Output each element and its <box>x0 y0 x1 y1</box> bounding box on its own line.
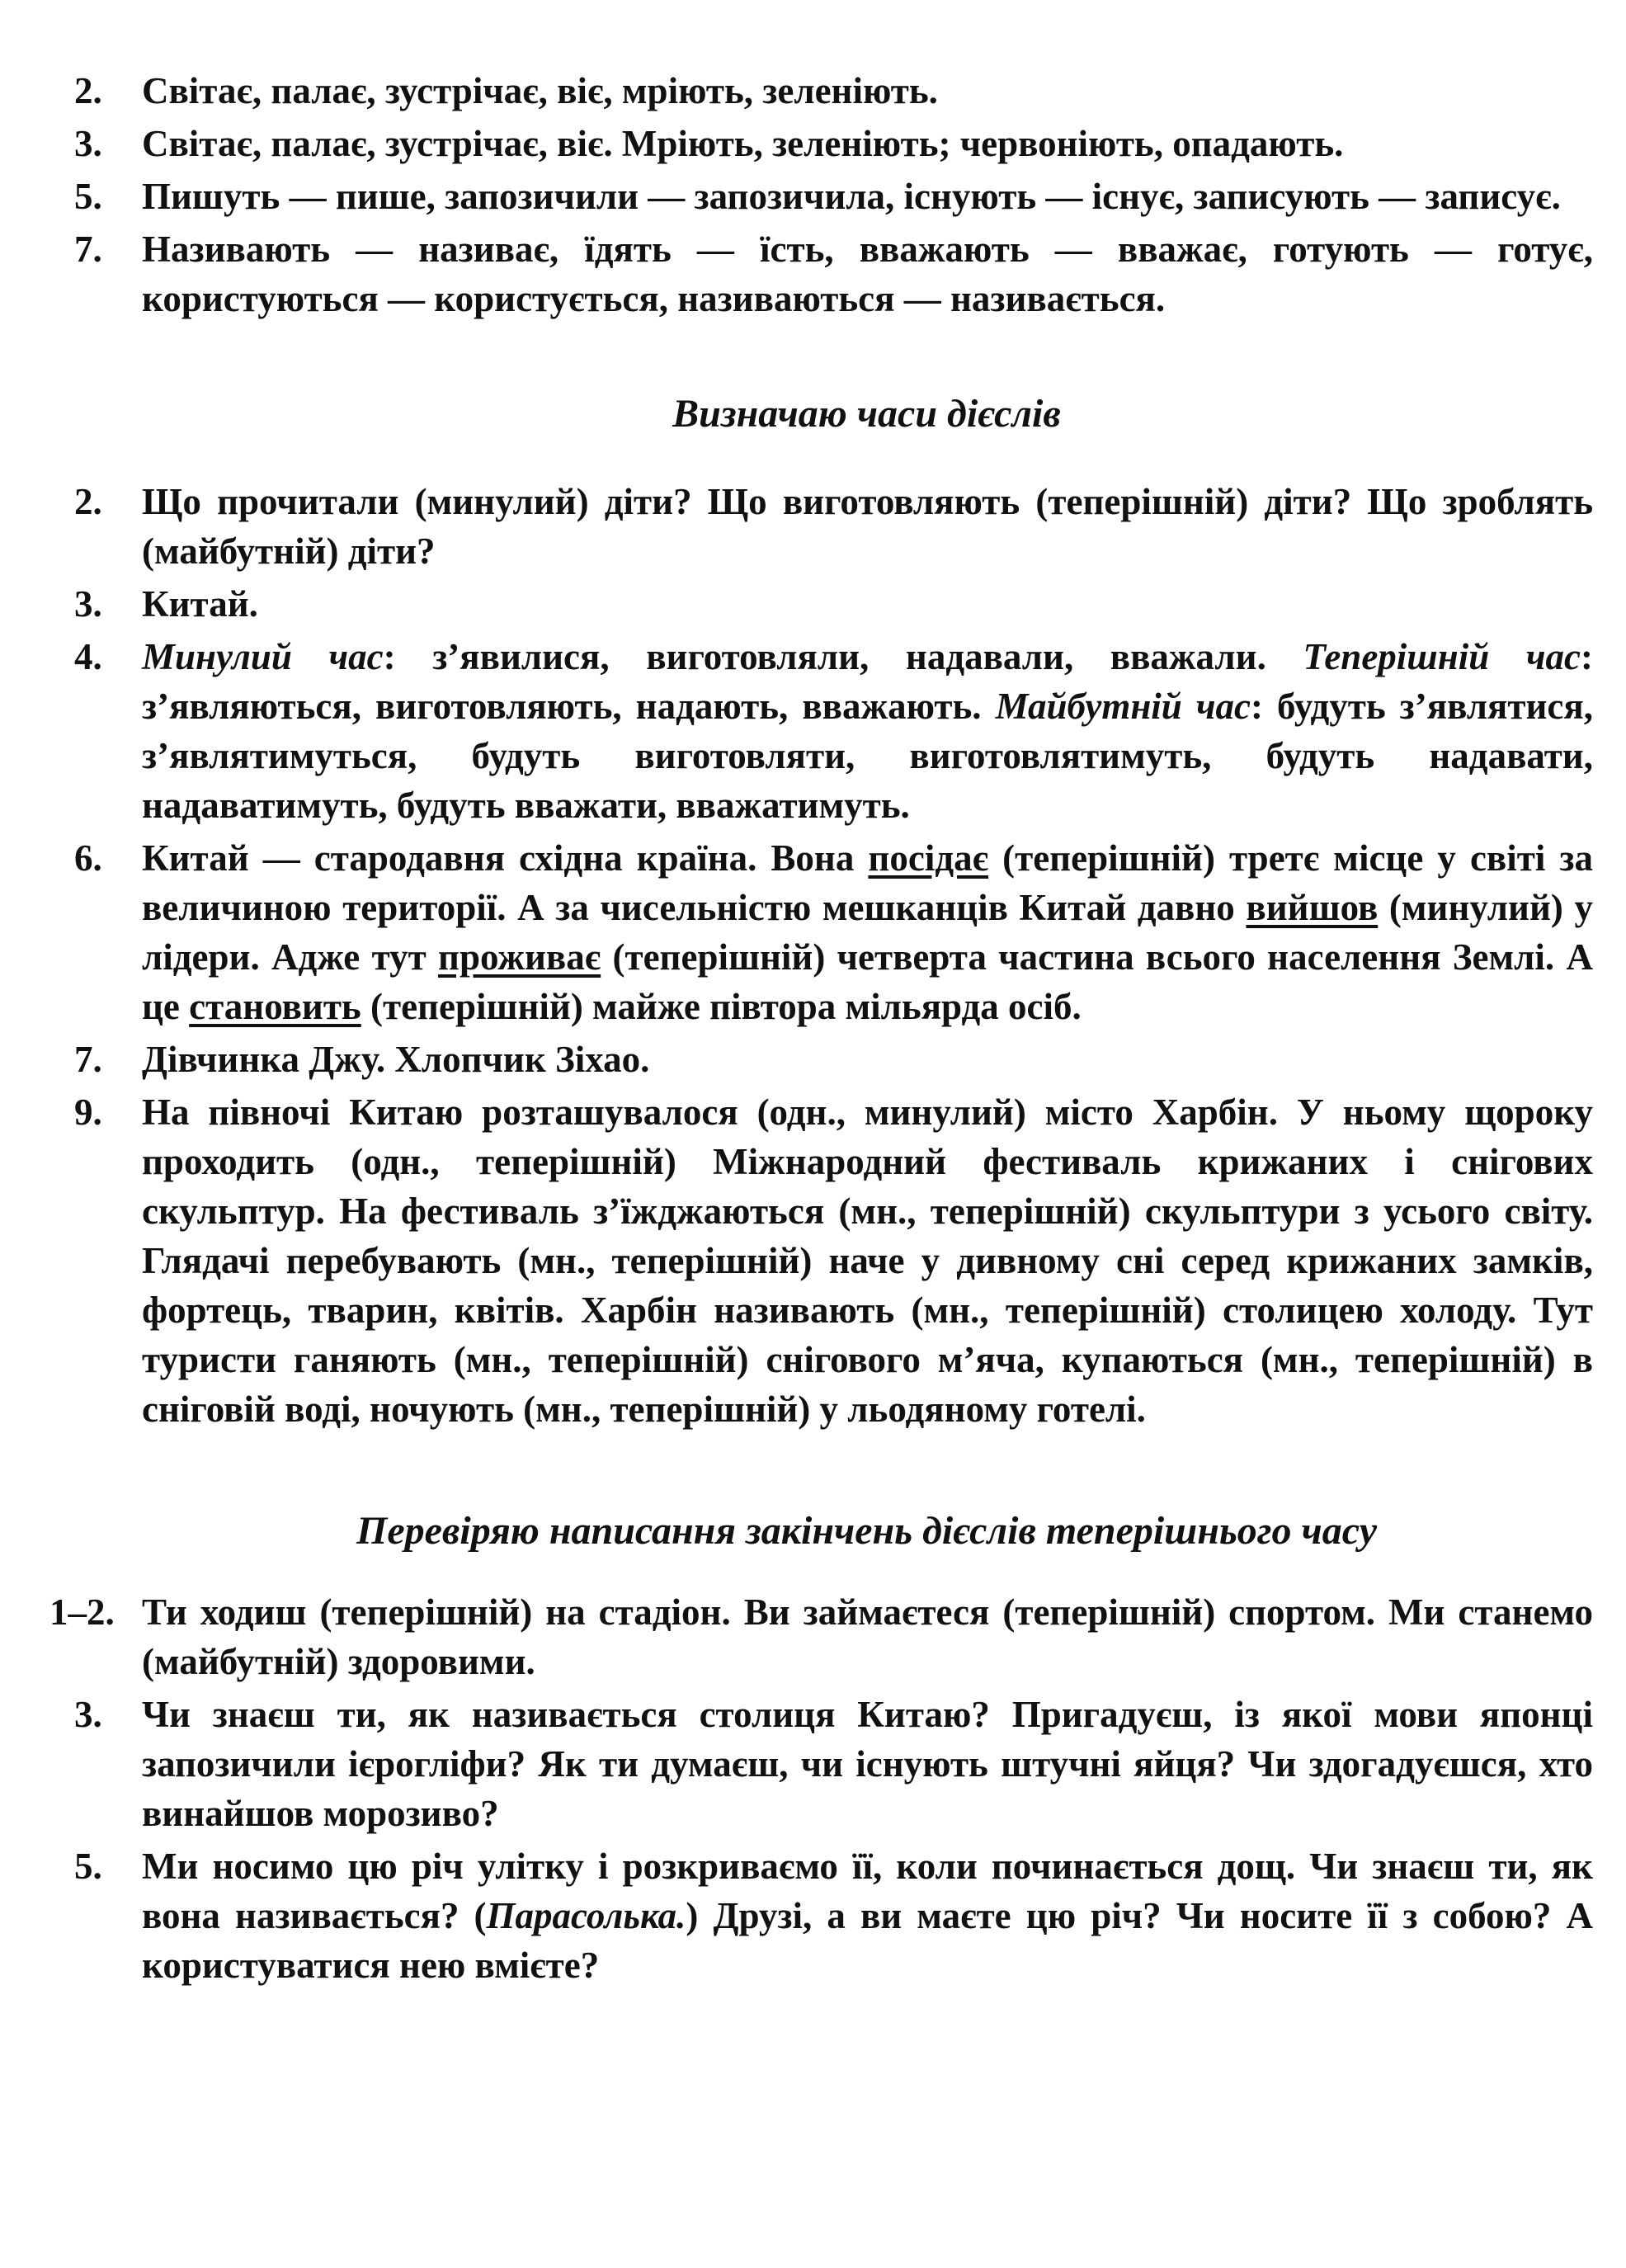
item-text: Китай. <box>142 583 258 625</box>
text-fragment: Китай — стародавня східна країна. Вона <box>142 837 869 879</box>
item-text: Пишуть — пише, запозичили — запозичила, існують — існує, записують — записує. <box>142 176 1561 217</box>
underlined-verb: становить <box>189 986 361 1027</box>
future-tense-text: : будуть з’являтися, з’являтимуться, будуть виготовляти, виготовлятимуть, будуть надавати, надаватимуть, будуть вважати, вважатимуть. <box>142 686 1593 826</box>
answer-item-3 <box>49 579 1593 629</box>
item-text <box>142 833 1593 1031</box>
item-number: 4. <box>74 636 102 677</box>
item-text: Що прочитали (минулий) діти? Що виготовляють (теперішній) діти? Що зроблять (майбутній) діти? <box>142 481 1593 572</box>
item-text: На півночі Китаю розташувалося (одн., минулий) місто Харбін. У ньому щороку проходить (одн., теперішній) Міжнародний фестиваль крижаних і снігових скульптур. На фестиваль з’їжджаються (мн., теперішній) скульптури з усього світу. Глядачі перебувають (мн., теперішній) наче у дивному сні серед крижаних замків, фортець, тварин, квітів. Харбін називають (мн., теперішній) столицею холоду. Тут туристи ганяють (мн., теперішній) снігового м’яча, купаються (мн., теперішній) в сніговій воді, ночують (мн., теперішній) у льодяному готелі. <box>142 1092 1593 1430</box>
future-tense-label: Майбутній час <box>995 686 1251 727</box>
item-number: 2. <box>74 481 102 522</box>
text-fragment: Ми носимо цю річ улітку і розкриваємо її, коли починається дощ. Чи знаєш ти, як вона називається? ( <box>142 1846 1593 1936</box>
answer-item-5 <box>49 1841 1593 1990</box>
text-fragment: (теперішній) четверта частина всього населення Землі. А це <box>142 936 1593 1027</box>
answer-item-2 <box>49 66 1593 116</box>
item-text: Світає, палає, зустрічає, віє. Мріють, зеленіють; червоніють, опадають. <box>142 123 1344 164</box>
answer-item-7 <box>49 224 1593 323</box>
item-text <box>142 1841 1593 1990</box>
item-text: Світає, палає, зустрічає, віє, мріють, зеленіють. <box>142 70 938 111</box>
answer-item-3 <box>49 119 1593 168</box>
item-number: 5. <box>74 176 102 217</box>
present-tense-label: Теперішній час <box>1303 636 1581 677</box>
present-tense-text: : з’являються, виготовляють, надають, вважають. <box>142 636 1594 727</box>
answer-item-4 <box>49 632 1593 830</box>
answer-item-6 <box>49 833 1593 1031</box>
riddle-answer: Парасолька. <box>486 1895 686 1936</box>
item-number: 9. <box>74 1092 102 1133</box>
text-fragment: (теперішній) третє місце у світі за величиною території. А за чисельністю мешканців Китай давно <box>142 837 1593 928</box>
item-number: 7. <box>74 1039 102 1080</box>
answer-item-3 <box>49 1690 1593 1838</box>
text-fragment: (теперішній) майже півтора мільярда осіб. <box>361 986 1082 1027</box>
item-number: 1–2. <box>49 1591 115 1633</box>
item-text <box>142 632 1593 830</box>
item-number: 3. <box>74 1694 102 1735</box>
item-number: 5. <box>74 1846 102 1887</box>
underlined-verb: вийшов <box>1246 887 1379 928</box>
answer-item-7 <box>49 1035 1593 1084</box>
past-tense-label: Минулий час <box>142 636 384 677</box>
answer-item-1-2 <box>49 1587 1593 1686</box>
item-text: Чи знаєш ти, як називається столиця Китаю? Пригадуєш, із якої мови японці запозичили ієрогліфи? Як ти думаєш, чи існують штучні яйця? Чи здогадуєшся, хто винайшов морозиво? <box>142 1694 1593 1834</box>
item-text: Називають — називає, їдять — їсть, вважають — вважає, готують — готує, користуються — користується, називаються — називається. <box>142 229 1593 319</box>
section-heading-present-endings: Перевіряю написання закінчень дієслів теперішнього часу <box>356 1509 1377 1553</box>
item-text: Дівчинка Джу. Хлопчик Зіхао. <box>142 1039 650 1080</box>
underlined-verb: проживає <box>438 936 601 978</box>
underlined-verb: посідає <box>868 837 989 879</box>
text-fragment: (минулий) у лідери. Адже тут <box>142 887 1593 978</box>
item-number: 3. <box>74 583 102 625</box>
past-tense-text: : з’явилися, виготовляли, надавали, вважали. <box>383 636 1303 677</box>
text-fragment: ) Друзі, а ви маєте цю річ? Чи носите її з собою? А користуватися нею вмієте? <box>142 1895 1593 1986</box>
answer-item-9 <box>49 1087 1593 1434</box>
answer-item-2 <box>49 477 1593 576</box>
item-number: 2. <box>74 70 102 111</box>
section-heading-verb-tenses: Визначаю часи дієслів <box>672 392 1061 436</box>
item-number: 6. <box>74 837 102 879</box>
item-text: Ти ходиш (теперішній) на стадіон. Ви займаєтеся (теперішній) спортом. Ми станемо (майбутній) здоровими. <box>142 1591 1593 1682</box>
item-number: 7. <box>74 229 102 270</box>
item-number: 3. <box>74 123 102 164</box>
answer-item-5 <box>49 172 1593 221</box>
